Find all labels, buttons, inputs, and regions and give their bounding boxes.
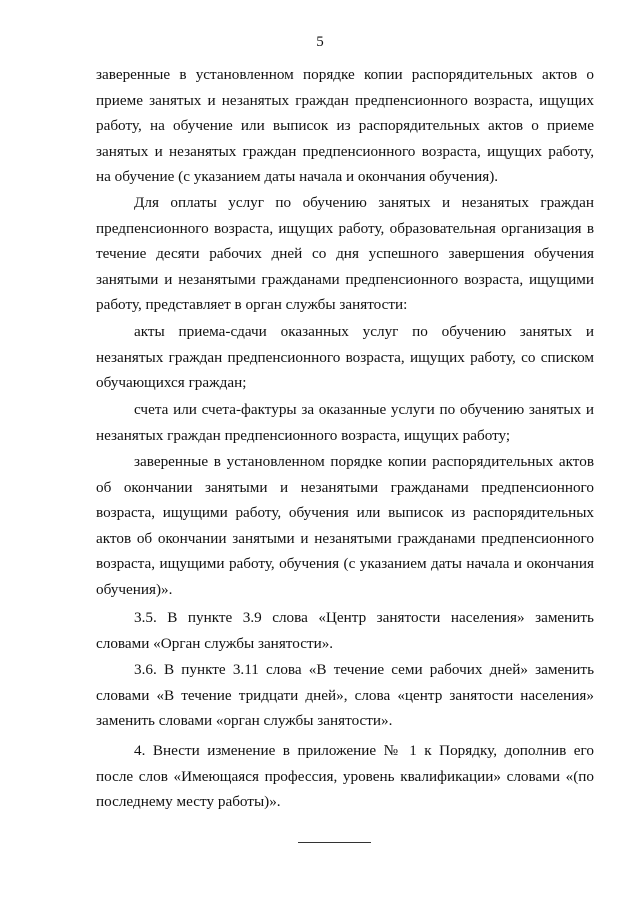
paragraph-certified-copies-completion: заверенные в установленном порядке копии распорядительных актов об окончании занятыми и незанятыми гражданами предпенсионного возраста, ищущими работу, обучения или выписок из распорядительных актов об окончании занятыми и незанятыми гражданами предпенсионного возраста, ищущими работу, обучения (с указанием даты начала и окончания обучения)». <box>96 453 594 598</box>
paragraph-payment-procedure: Для оплаты услуг по обучению занятых и незанятых граждан предпенсионного возраста, ищущих работу, образовательная организация в течение десяти рабочих дней со дня успешного завершения обучения занятыми и незанятыми гражданами предпенсионного возраста, ищущими работу, представляет в орган службы занятости: <box>96 194 594 314</box>
end-separator-line <box>298 842 371 843</box>
paragraph-certified-copies-admission: заверенные в установленном порядке копии распорядительных актов о приеме занятых и незанятых граждан предпенсионного возраста, ищущих работу, на обучение или выписок из распорядительных актов о приеме занятых и незанятых граждан предпенсионного возраста, ищущих работу, на обучение (с указанием даты начала и окончания обучения). <box>96 66 594 186</box>
paragraph-item-4: 4. Внести изменение в приложение № 1 к Порядку, дополнив его после слов «Имеющаяся профессия, уровень квалификации» словами «(по последнему месту работы)». <box>96 742 594 811</box>
paragraph-invoices: счета или счета-фактуры за оказанные услуги по обучению занятых и незанятых граждан предпенсионного возраста, ищущих работу; <box>96 401 594 444</box>
page-number: 5 <box>316 34 324 50</box>
paragraph-item-3-5: 3.5. В пункте 3.9 слова «Центр занятости населения» заменить словами «Орган службы занятости». <box>96 609 594 652</box>
paragraph-acceptance-acts: акты приема-сдачи оказанных услуг по обучению занятых и незанятых граждан предпенсионного возраста, ищущих работу, со списком обучающихся граждан; <box>96 323 594 392</box>
paragraph-item-3-6: 3.6. В пункте 3.11 слова «В течение семи рабочих дней» заменить словами «В течение тридцати дней», слова «центр занятости населения» заменить словами «орган службы занятости». <box>96 661 594 730</box>
